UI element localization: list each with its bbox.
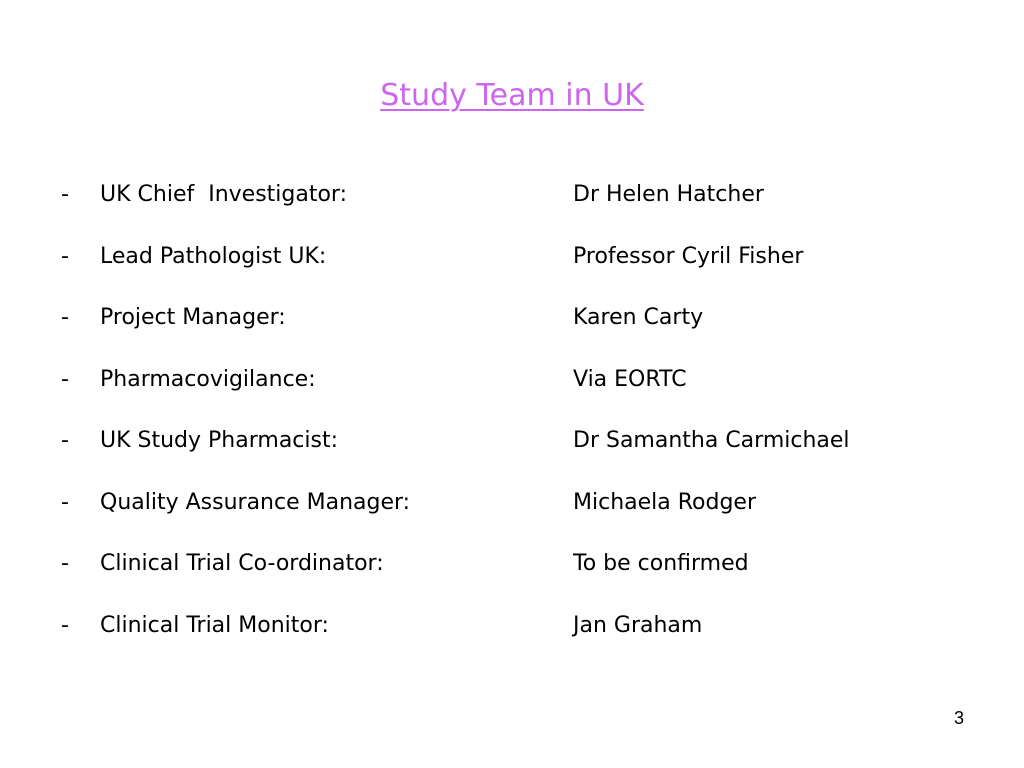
member-role: Pharmacovigilance: <box>100 366 316 392</box>
bullet-dash: - <box>61 305 69 330</box>
bullet-dash: - <box>61 243 69 269</box>
member-name: Michaela Rodger <box>573 489 757 515</box>
member-role: UK Study Pharmacist: <box>100 428 339 453</box>
member-role: Quality Assurance Manager: <box>100 489 411 515</box>
team-list <box>0 175 1024 667</box>
member-name: Jan Graham <box>573 612 703 638</box>
bullet-dash: - <box>61 428 69 453</box>
team-member-row <box>0 421 1024 483</box>
member-name: Via EORTC <box>573 366 687 392</box>
bullet-dash: - <box>61 612 69 638</box>
team-member-row <box>0 544 1024 606</box>
bullet-dash: - <box>61 489 69 515</box>
page-number: 3 <box>953 708 964 728</box>
member-role: Lead Pathologist UK: <box>100 243 327 269</box>
member-role: Clinical Trial Co-ordinator: <box>100 551 384 576</box>
member-name: Dr Helen Hatcher <box>573 182 764 207</box>
team-member-row <box>0 606 1024 668</box>
member-role: Project Manager: <box>100 305 286 330</box>
bullet-dash: - <box>61 551 69 576</box>
slide-title: Study Team in UK <box>380 78 644 113</box>
member-name: Karen Carty <box>573 305 704 330</box>
team-member-row <box>0 298 1024 360</box>
member-role: UK Chief Investigator: <box>100 182 347 207</box>
member-name: Dr Samantha Carmichael <box>573 428 850 453</box>
member-role: Clinical Trial Monitor: <box>100 612 329 638</box>
member-name: To be confirmed <box>573 551 749 576</box>
bullet-dash: - <box>61 182 69 207</box>
team-member-row <box>0 175 1024 237</box>
member-name: Professor Cyril Fisher <box>573 243 804 269</box>
team-member-row <box>0 360 1024 422</box>
team-member-row <box>0 237 1024 299</box>
bullet-dash: - <box>61 366 69 392</box>
team-member-row <box>0 483 1024 545</box>
